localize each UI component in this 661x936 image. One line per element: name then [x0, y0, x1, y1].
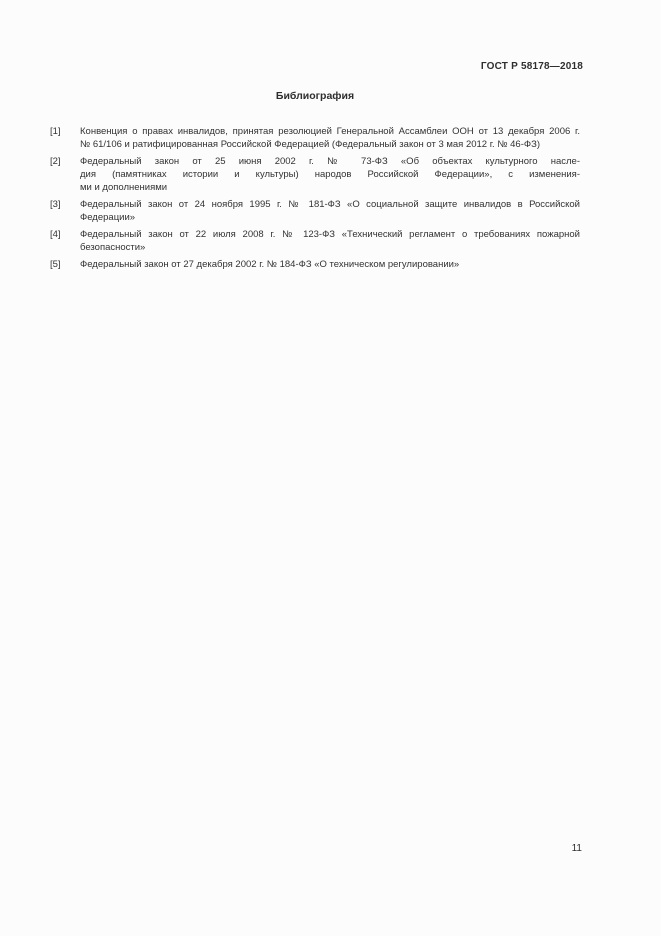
reference-text [80, 228, 580, 254]
doc-code: ГОСТ Р 58178—2018 [480, 61, 583, 72]
reference-line: Федеральный закон от 25 июня 2002 г. № 73-ФЗ «Об объектах культурного насле- [80, 156, 580, 167]
reference-text [80, 125, 580, 151]
reference-number: [3] [50, 199, 61, 210]
reference-item [50, 258, 580, 271]
reference-text [80, 155, 580, 194]
page-number: 11 [571, 843, 582, 854]
reference-item [50, 228, 580, 254]
reference-line: Федеральный закон от 27 декабря 2002 г. № 184-ФЗ «О техническом регулировании» [80, 259, 460, 270]
reference-number: [5] [50, 259, 61, 270]
reference-number: [1] [50, 126, 61, 137]
reference-number: [4] [50, 229, 61, 240]
reference-item [50, 155, 580, 194]
reference-line: безопасности» [80, 242, 146, 253]
reference-line: Конвенция о правах инвалидов, принятая резолюцией Генеральной Ассамблеи ООН от 13 декабря 2006 г. [80, 126, 580, 137]
reference-number: [2] [50, 156, 61, 167]
reference-line: Федеральный закон от 22 июля 2008 г. № 123-ФЗ «Технический регламент о требованиях пожарной [80, 229, 580, 240]
reference-text [80, 258, 580, 271]
bibliography-list [50, 125, 580, 275]
reference-item [50, 198, 580, 224]
reference-text [80, 198, 580, 224]
reference-line: № 61/106 и ратифицированная Российской Федерацией (Федеральный закон от 3 мая 2012 г. № 46-ФЗ) [80, 139, 541, 150]
reference-line: дия (памятниках истории и культуры) народов Российской Федерации», с изменения- [80, 169, 580, 180]
reference-line: Федеральный закон от 24 ноября 1995 г. № 181-ФЗ «О социальной защите инвалидов в Российской [80, 199, 580, 210]
reference-line: Федерации» [80, 212, 136, 223]
reference-item [50, 125, 580, 151]
reference-line: ми и дополнениями [80, 182, 168, 193]
page-title: Библиография [275, 90, 355, 102]
